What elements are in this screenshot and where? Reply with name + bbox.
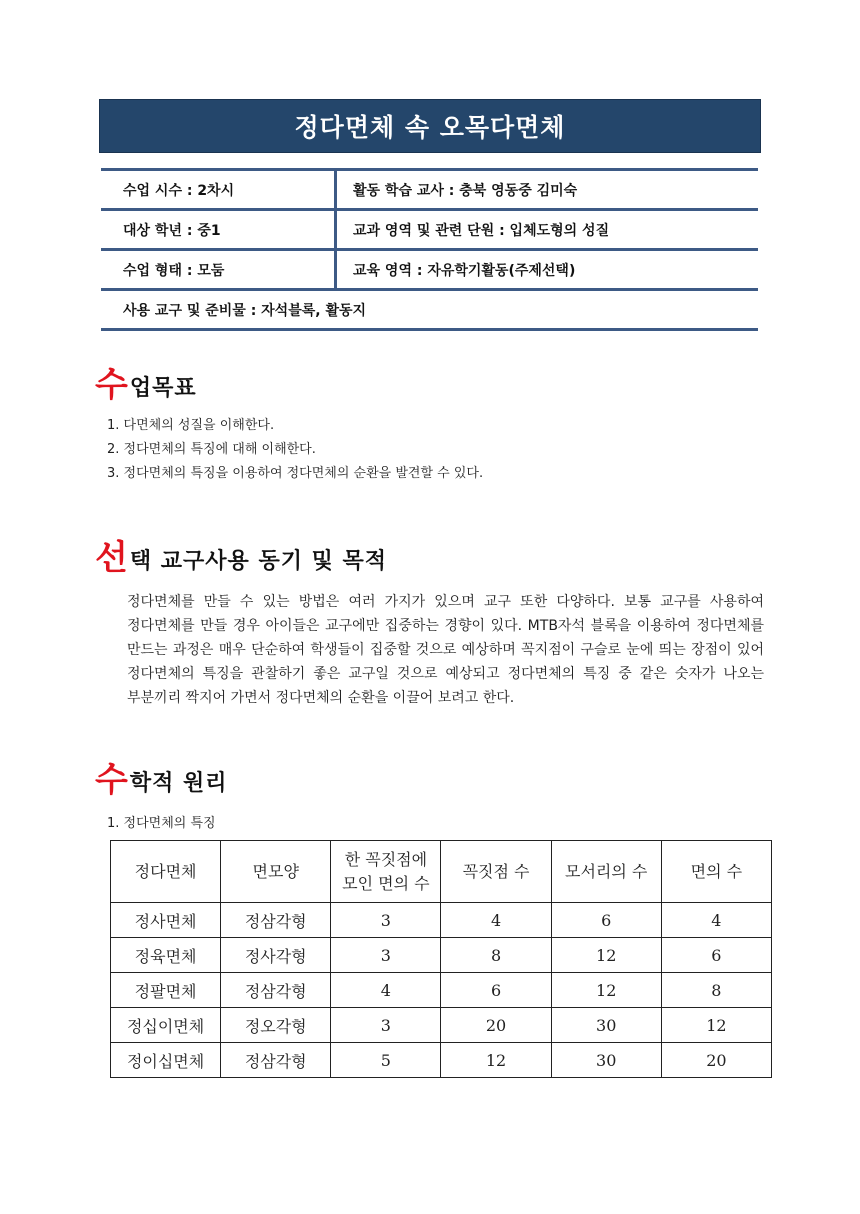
table-cell: 8 — [441, 938, 551, 973]
table-row — [111, 1008, 772, 1043]
table-row — [111, 1043, 772, 1078]
list-item: 2. 정다면체의 특징에 대해 이해한다. — [107, 442, 316, 457]
education-area: 교육 영역 : 자유학기활동(주제선택) — [353, 262, 576, 279]
list-item: 3. 정다면체의 특징을 이용하여 정다면체의 순환을 발견할 수 있다. — [107, 466, 484, 481]
principle-subheading: 1. 정다면체의 특징 — [107, 816, 216, 831]
subject-unit: 교과 영역 및 관련 단원 : 입체도형의 성질 — [353, 222, 610, 239]
section-heading-principle — [95, 760, 228, 800]
table-cell: 정삼각형 — [221, 1043, 331, 1078]
table-cell: 3 — [331, 903, 441, 938]
table-cell: 정팔면체 — [111, 973, 221, 1008]
motive-paragraph: 정다면체를 만들 수 있는 방법은 여러 가지가 있으며 교구 또한 다양하다. 보통 교구를 사용하여 정다면체를 만들 경우 아이들은 교구에만 집중하는 경향이 있다. MTB자석 블록을 이용하여 정다면체를 만드는 과정은 매우 단순하여 학생들이 집중할 것으로 예상하며 꼭지점이 구슬로 눈에 띄는 장점이 있어 정다면체의 특징을 관찰하기 좋은 교구일 것으로 예상되고 정다면체의 특징 중 같은 숫자가 나오는 부분끼리 짝지어 가면서 정다면체의 순환을 이끌어 보려고 한다. — [127, 594, 764, 706]
heading-initial: 선 — [95, 538, 129, 578]
materials: 사용 교구 및 준비물 : 자석블록, 활동지 — [123, 302, 367, 319]
table-cell: 4 — [661, 903, 771, 938]
table-cell: 3 — [331, 938, 441, 973]
goal-list — [107, 414, 483, 486]
table-cell: 6 — [441, 973, 551, 1008]
heading-text: 택 교구사용 동기 및 목적 — [129, 549, 388, 574]
column-header: 면모양 — [221, 841, 331, 903]
table-cell: 6 — [551, 903, 661, 938]
list-item: 1. 다면체의 성질을 이해한다. — [107, 418, 275, 433]
info-row — [101, 251, 758, 291]
column-header: 정다면체 — [111, 841, 221, 903]
table-cell: 20 — [661, 1043, 771, 1078]
heading-text: 학적 원리 — [129, 771, 228, 796]
column-header: 꼭짓점 수 — [441, 841, 551, 903]
table-cell: 5 — [331, 1043, 441, 1078]
lesson-info-table — [101, 168, 758, 331]
table-cell: 정삼각형 — [221, 973, 331, 1008]
info-row — [101, 171, 758, 211]
table-cell: 정사각형 — [221, 938, 331, 973]
info-row — [101, 211, 758, 251]
table-cell: 정육면체 — [111, 938, 221, 973]
column-header: 모서리의 수 — [551, 841, 661, 903]
info-row — [101, 291, 758, 331]
heading-initial: 수 — [95, 760, 129, 800]
document-title: 정다면체 속 오목다면체 — [99, 99, 761, 153]
column-header: 한 꼭짓점에 모인 면의 수 — [331, 841, 441, 903]
table-row — [111, 938, 772, 973]
target-grade: 대상 학년 : 중1 — [101, 211, 337, 248]
table-cell: 정십이면체 — [111, 1008, 221, 1043]
teacher: 활동 학습 교사 : 충북 영동중 김미숙 — [353, 182, 578, 199]
table-cell: 4 — [441, 903, 551, 938]
table-row — [111, 973, 772, 1008]
table-cell: 3 — [331, 1008, 441, 1043]
table-cell: 6 — [661, 938, 771, 973]
table-cell: 12 — [551, 973, 661, 1008]
section-heading-goals — [95, 365, 197, 405]
class-hours: 수업 시수 : 2차시 — [101, 171, 337, 208]
table-cell: 12 — [441, 1043, 551, 1078]
table-cell: 20 — [441, 1008, 551, 1043]
table-cell: 8 — [661, 973, 771, 1008]
column-header: 면의 수 — [661, 841, 771, 903]
table-cell: 12 — [551, 938, 661, 973]
table-cell: 정이십면체 — [111, 1043, 221, 1078]
heading-initial: 수 — [95, 365, 129, 405]
table-cell: 30 — [551, 1008, 661, 1043]
heading-text: 업목표 — [129, 376, 197, 401]
polyhedra-table — [110, 840, 772, 1078]
class-format: 수업 형태 : 모둠 — [101, 251, 337, 288]
section-heading-motive — [95, 538, 388, 578]
table-cell: 정삼각형 — [221, 903, 331, 938]
table-header-row — [111, 841, 772, 903]
table-cell: 정사면체 — [111, 903, 221, 938]
table-cell: 30 — [551, 1043, 661, 1078]
table-cell: 12 — [661, 1008, 771, 1043]
table-cell: 정오각형 — [221, 1008, 331, 1043]
table-row — [111, 903, 772, 938]
table-cell: 4 — [331, 973, 441, 1008]
